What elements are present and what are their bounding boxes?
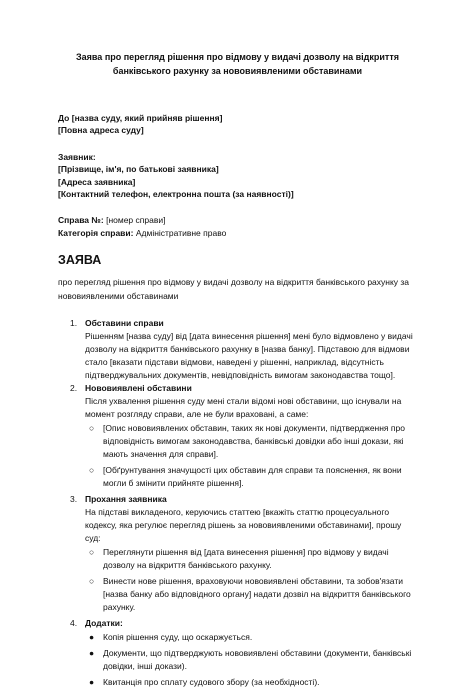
section-title: Прохання заявника (85, 494, 167, 505)
section-text: Після ухвалення рішення суду мені стали відомі нові обставини, що існували на момент розгляду справи, але не були враховані, а саме: (85, 396, 402, 420)
section-number: 3. (70, 494, 78, 505)
applicant-name: [Прізвище, ім'я, по батькові заявника] (58, 164, 219, 175)
bullet-item: ● Документи, що підтверджують нововиявлені обставини (документи, банківські довідки, інші докази). (89, 648, 412, 672)
section-number: 4. (70, 618, 78, 629)
recipient-court-name: [назва суду, який прийняв рішення] (71, 113, 223, 123)
hollow-bullet-icon: ○ (89, 547, 95, 558)
hollow-bullet-icon: ○ (89, 576, 95, 587)
applicant-contacts: [Контактний телефон, електронна пошта (за наявності)] (58, 189, 294, 200)
section-item (58, 617, 417, 689)
statement-heading: ЗАЯВА (58, 253, 102, 268)
section-title: Обставини справи (85, 318, 164, 329)
applicant-block (58, 151, 417, 201)
recipient-to-label: До (58, 113, 70, 123)
bullet-item: ● Копія рішення суду, що оскаржується. (89, 632, 253, 643)
section-text: На підставі викладеного, керуючись статтею [вкажіть статтю процесуального кодексу, яка регулює перегляд рішень за нововиявленими обставинами], прошу суд: (85, 507, 402, 544)
section-item (58, 382, 417, 490)
section-number: 1. (70, 318, 78, 329)
statement-intro: про перегляд рішення про відмову у видачі дозволу на відкриття банківського рахунку за нововиявленими обставинами (58, 277, 410, 302)
bullet-item: ○ Переглянути рішення від [дата винесення рішення] про відмову у видачі дозволу на відкриття банківського рахунку. (89, 547, 389, 571)
bullet-item: ○ Винести нове рішення, враховуючи нововиявлені обставини, та зобов'язати [назва банку або відповідного органу] надати дозвіл на відкриття банківського рахунку. (89, 576, 411, 613)
section-item (58, 493, 417, 614)
section-title: Додатки: (85, 618, 123, 629)
case-number-line (58, 214, 417, 226)
bullet-list (85, 422, 417, 490)
recipient-block (58, 112, 417, 137)
applicant-address: [Адреса заявника] (58, 176, 136, 187)
bullet-list (85, 546, 417, 614)
filled-bullet-icon: ● (89, 648, 95, 659)
hollow-bullet-icon: ○ (89, 423, 95, 434)
section-title: Нововиявлені обставини (85, 383, 192, 394)
recipient-court-line (58, 112, 417, 124)
recipient-court-address: [Повна адреса суду] (58, 125, 144, 136)
bullet-item: ○ [Обґрунтування значущості цих обставин для справи та пояснення, як вони могли б змінити прийняте рішення]. (89, 465, 402, 489)
bullet-item: ○ [Опис нововиявлених обставин, таких як нові документи, підтвердження про відповідність вимогам законодавства, банківські довідки або інші докази, які мають значення для справи]. (89, 423, 405, 460)
filled-bullet-icon: ● (89, 632, 95, 643)
case-category-line (58, 227, 417, 239)
hollow-bullet-icon: ○ (89, 465, 95, 476)
bullet-item: ● Квитанція про сплату судового збору (за необхідності). (89, 677, 320, 688)
section-item (58, 317, 417, 382)
applicant-label: Заявник: (58, 151, 96, 162)
filled-bullet-icon: ● (89, 677, 95, 688)
case-category-label: Категорія справи: (58, 227, 134, 238)
case-number-label: Справа №: (58, 215, 104, 226)
document-title: Заява про перегляд рішення про відмову у видачі дозволу на відкриття банківського рахунку за нововиявленими обставинами (76, 52, 399, 76)
case-number-value: [номер справи] (106, 215, 166, 226)
case-block (58, 214, 417, 239)
section-number: 2. (70, 383, 78, 394)
section-text: Рішенням [назва суду] від [дата винесення рішення] мені було відмовлено у видачі дозволу на відкриття банківського рахунку в [назва банку]. Підставою для відмови стало [вказати підстави відмови, наведені у рішенні, наприклад, відсутність підтверджувальних документів, невідповідність вимогам законодавства тощо]. (85, 331, 413, 381)
sections-list (58, 317, 417, 689)
case-category-value: Адміністративне право (135, 227, 227, 238)
bullet-list (85, 631, 417, 689)
